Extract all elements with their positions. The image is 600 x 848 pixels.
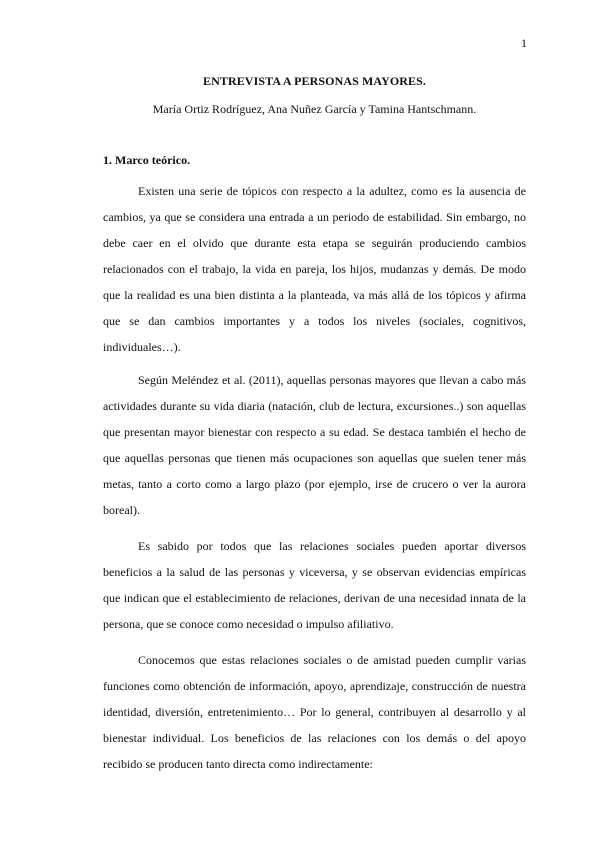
paragraph: Según Meléndez et al. (2011), aquellas personas mayores que llevan a cabo más actividades durante su vida diaria (natación, club de lectura, excursiones..) son aquellas que presentan mayor bienestar con respecto a su edad. Se destaca también el hecho de que aquellas personas que tienen más ocupaciones son aquellas que suelen tener más metas, tanto a corto como a largo plazo (por ejemplo, irse de crucero o ver la aurora boreal). — [103, 373, 526, 517]
document-body — [103, 71, 526, 777]
section-heading: 1. Marco teórico. — [103, 153, 191, 167]
document-title: ENTREVISTA A PERSONAS MAYORES. — [202, 74, 427, 88]
document-authors: María Ortiz Rodríguez, Ana Nuñez García y Tamina Hantschmann. — [152, 102, 477, 116]
paragraph: Existen una serie de tópicos con respecto a la adultez, como es la ausencia de cambios, ya que se considera una entrada a un periodo de estabilidad. Sin embargo, no debe caer en el olvido que durante esta etapa se seguirán produciendo cambios relacionados con el trabajo, la vida en pareja, los hijos, mudanzas y demás. De modo que la realidad es una bien distinta a la planteada, va más allá de los tópicos y afirma que se dan cambios importantes y a todos los niveles (sociales, cognitivos, individuales…). — [103, 184, 526, 354]
page-number: 1 — [521, 36, 527, 50]
paragraph: Conocemos que estas relaciones sociales o de amistad pueden cumplir varias funciones como obtención de información, apoyo, aprendizaje, construcción de nuestra identidad, diversión, entretenimiento… Por lo general, contribuyen al desarrollo y al bienestar individual. Los beneficios de las relaciones con los demás o del apoyo recibido se producen tanto directa como indirectamente: — [103, 653, 526, 771]
paragraph: Es sabido por todos que las relaciones sociales pueden aportar diversos beneficios a la salud de las personas y viceversa, y se observan evidencias empíricas que indican que el establecimiento de relaciones, derivan de una necesidad innata de la persona, que se conoce como necesidad o impulso afiliativo. — [103, 539, 526, 631]
